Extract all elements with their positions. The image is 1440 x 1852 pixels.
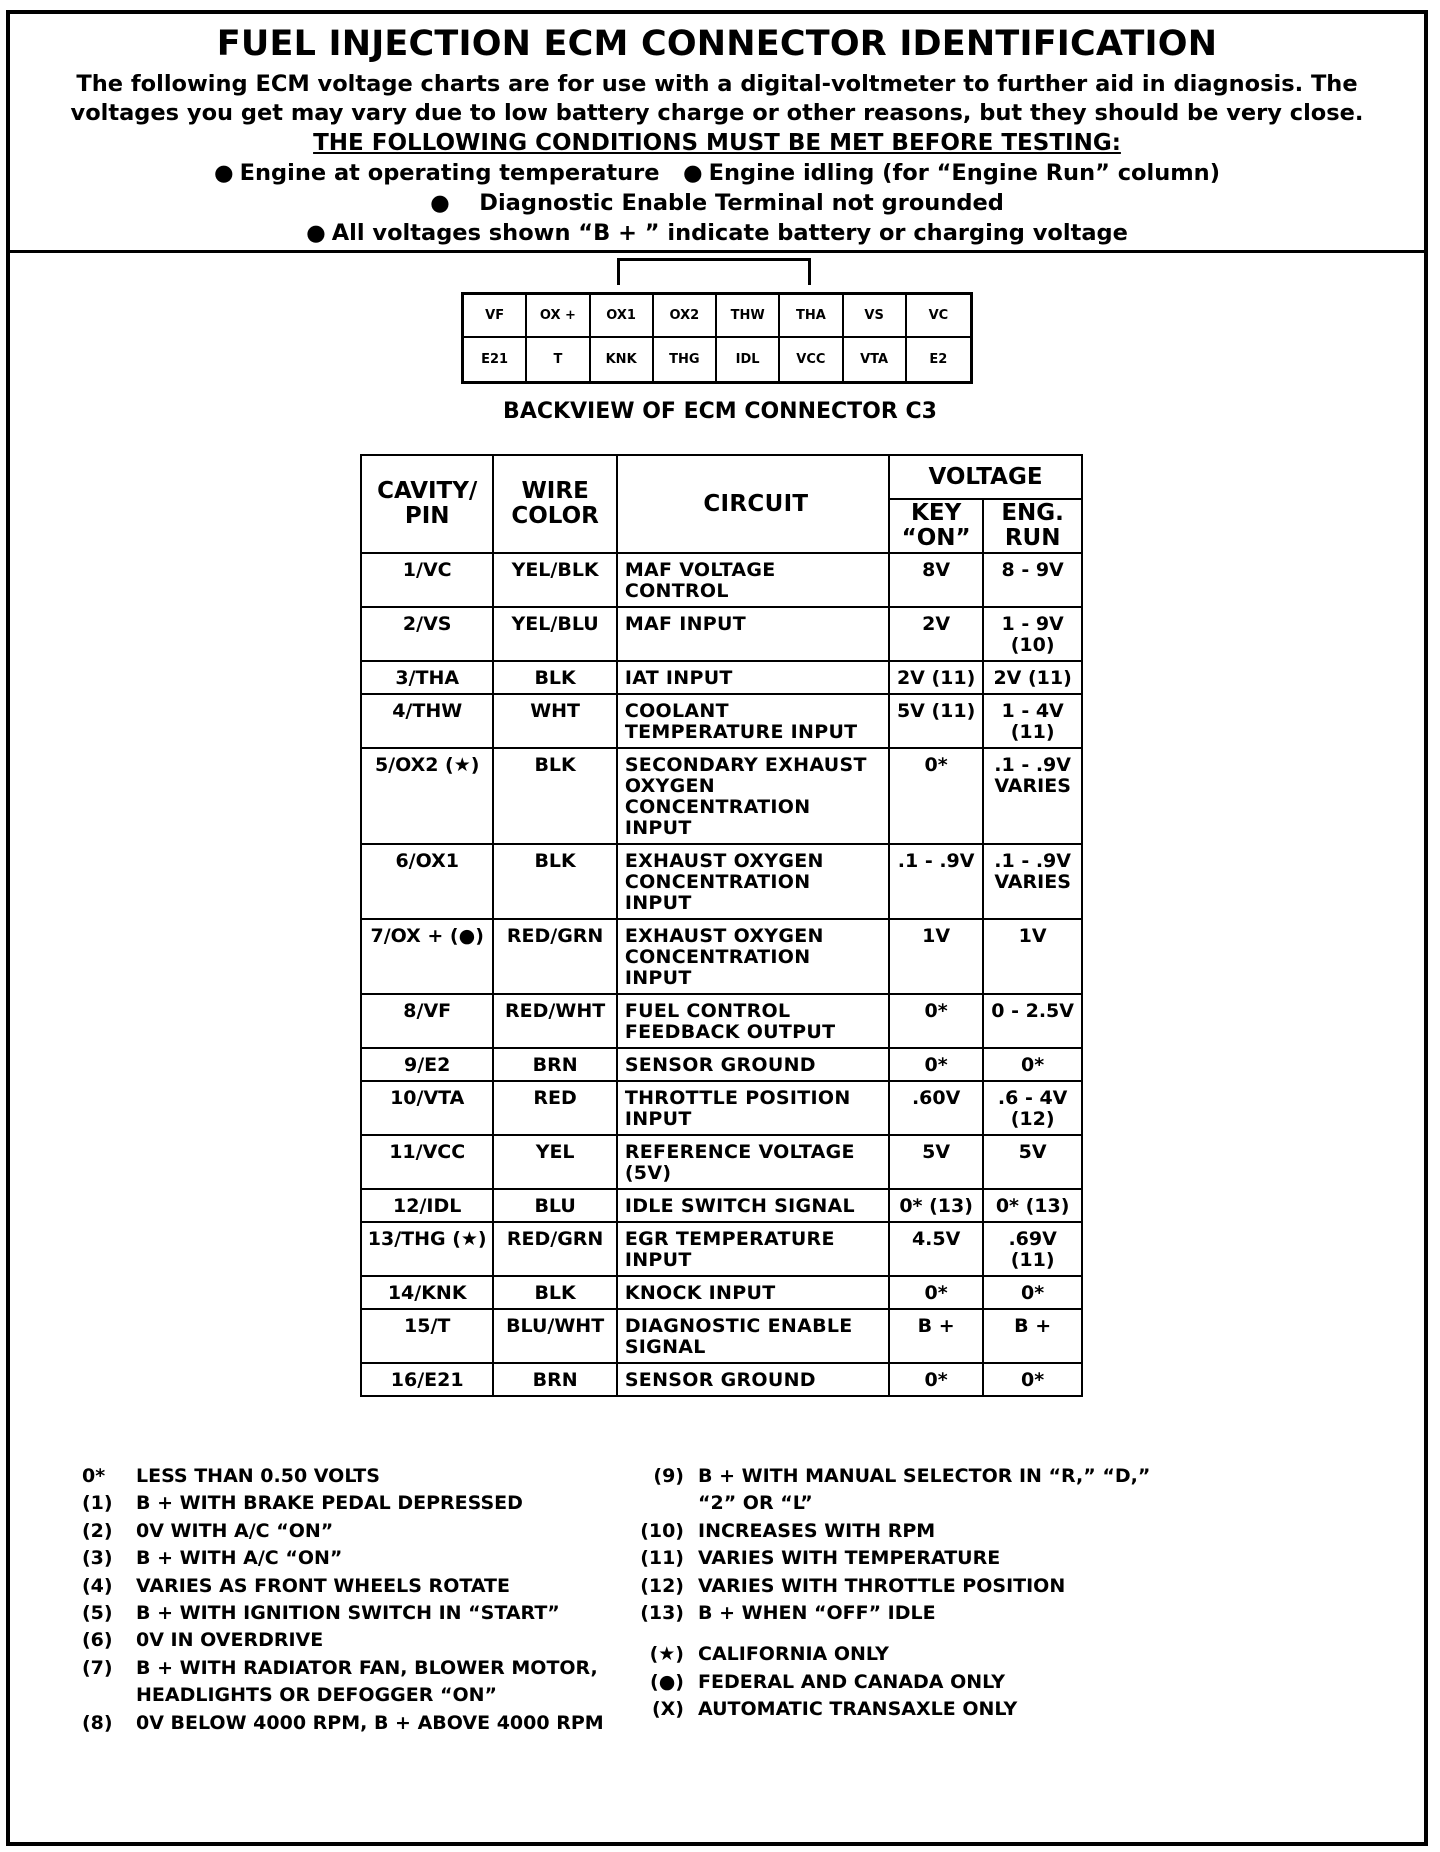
table-row <box>361 694 1082 748</box>
eng-run-voltage-cell: 2V (11) <box>983 661 1082 694</box>
circuit-cell: SECONDARY EXHAUST OXYGEN CONCENTRATION INPUT <box>617 748 889 844</box>
connector-terminal: VTA <box>844 338 907 381</box>
pin-cell: 11/VCC <box>361 1135 493 1189</box>
eng-run-voltage-cell: 0* <box>983 1048 1082 1081</box>
note-key: (13) <box>640 1602 684 1625</box>
legend-note <box>82 1600 642 1627</box>
note-text: B + WITH A/C “ON” <box>136 1547 343 1570</box>
key-on-voltage-cell: 0* (13) <box>889 1189 983 1222</box>
condition-4: All voltages shown “B + ” indicate battery or charging voltage <box>331 220 1128 246</box>
condition-2: Engine idling (for “Engine Run” column) <box>708 160 1220 186</box>
note-text: AUTOMATIC TRANSAXLE ONLY <box>698 1698 1018 1721</box>
connector-latch <box>617 258 811 285</box>
pin-cell: 2/VS <box>361 607 493 661</box>
connector-terminal: VF <box>464 295 527 338</box>
key-on-voltage-cell: .1 - .9V <box>889 844 983 919</box>
note-text: INCREASES WITH RPM <box>698 1519 936 1542</box>
wire-color-cell: RED <box>493 1081 616 1135</box>
pin-cell: 12/IDL <box>361 1189 493 1222</box>
key-on-voltage-cell: 0* <box>889 1276 983 1309</box>
table-row <box>361 1309 1082 1363</box>
note-text: FEDERAL AND CANADA ONLY <box>698 1670 1006 1693</box>
note-text: B + WITH IGNITION SWITCH IN “START” <box>136 1602 560 1625</box>
wire-color-cell: BLK <box>493 844 616 919</box>
conditions-line-3 <box>10 218 1424 248</box>
header-eng-run: ENG. RUN <box>983 499 1082 553</box>
eng-run-voltage-cell: 8 - 9V <box>983 553 1082 607</box>
wire-color-cell: RED/GRN <box>493 1222 616 1276</box>
circuit-cell: MAF VOLTAGE CONTROL <box>617 553 889 607</box>
notes-left-column <box>82 1463 642 1737</box>
circuit-cell: EXHAUST OXYGEN CONCENTRATION INPUT <box>617 844 889 919</box>
key-on-voltage-cell: 0* <box>889 994 983 1048</box>
connector-terminal: IDL <box>717 338 780 381</box>
note-key: (4) <box>82 1574 113 1597</box>
note-key: (8) <box>82 1711 113 1734</box>
circuit-cell: THROTTLE POSITION INPUT <box>617 1081 889 1135</box>
note-text: VARIES WITH TEMPERATURE <box>698 1547 1001 1570</box>
wire-color-cell: BRN <box>493 1363 616 1396</box>
note-key: (●) <box>650 1670 684 1693</box>
pin-cell: 10/VTA <box>361 1081 493 1135</box>
bullet-icon: ● <box>430 190 450 216</box>
note-text: 0V BELOW 4000 RPM, B + ABOVE 4000 RPM <box>136 1711 604 1734</box>
key-on-voltage-cell: 5V <box>889 1135 983 1189</box>
note-text: LESS THAN 0.50 VOLTS <box>136 1465 380 1487</box>
pin-cell: 9/E2 <box>361 1048 493 1081</box>
header-cavity-pin: CAVITY/ PIN <box>361 455 493 553</box>
eng-run-voltage-cell: .6 - 4V (12) <box>983 1081 1082 1135</box>
eng-run-voltage-cell: 1 - 9V (10) <box>983 607 1082 661</box>
circuit-cell: COOLANT TEMPERATURE INPUT <box>617 694 889 748</box>
legend-note <box>82 1518 642 1545</box>
note-text: B + WHEN “OFF” IDLE <box>698 1602 936 1625</box>
header-voltage: VOLTAGE <box>889 455 1082 499</box>
eng-run-voltage-cell: 1 - 4V (11) <box>983 694 1082 748</box>
circuit-cell: REFERENCE VOLTAGE (5V) <box>617 1135 889 1189</box>
legend-note <box>82 1573 642 1600</box>
note-key: (X) <box>651 1698 684 1721</box>
note-text: VARIES AS FRONT WHEELS ROTATE <box>136 1574 510 1597</box>
legend-note <box>630 1696 1190 1723</box>
note-text: “2” OR “L” <box>698 1492 813 1515</box>
legend-note <box>630 1600 1190 1627</box>
eng-run-voltage-cell: 0* (13) <box>983 1189 1082 1222</box>
header-section <box>10 14 1424 253</box>
header-wire-color: WIRE COLOR <box>493 455 616 553</box>
note-key: (6) <box>82 1629 113 1652</box>
circuit-cell: IDLE SWITCH SIGNAL <box>617 1189 889 1222</box>
intro-line-2: voltages you get may vary due to low battery charge or other reasons, but they should be very close. <box>70 100 1364 126</box>
legend-note <box>82 1710 642 1737</box>
eng-run-voltage-cell: 0* <box>983 1363 1082 1396</box>
pin-cell: 3/THA <box>361 661 493 694</box>
note-text: B + WITH RADIATOR FAN, BLOWER MOTOR, <box>136 1656 598 1679</box>
eng-run-voltage-cell: 0* <box>983 1276 1082 1309</box>
key-on-voltage-cell: .60V <box>889 1081 983 1135</box>
note-text: VARIES WITH THROTTLE POSITION <box>698 1574 1066 1597</box>
key-on-voltage-cell: 2V <box>889 607 983 661</box>
pin-cell: 14/KNK <box>361 1276 493 1309</box>
connector-caption: BACKVIEW OF ECM CONNECTOR C3 <box>503 399 937 424</box>
table-row <box>361 844 1082 919</box>
legend-note <box>630 1490 1190 1517</box>
legend-note <box>630 1545 1190 1572</box>
table-row <box>361 1048 1082 1081</box>
connector-terminal: VCC <box>780 338 843 381</box>
circuit-cell: EXHAUST OXYGEN CONCENTRATION INPUT <box>617 919 889 994</box>
wire-color-cell: YEL <box>493 1135 616 1189</box>
legend-note <box>630 1463 1190 1490</box>
legend-note <box>630 1518 1190 1545</box>
note-key: (10) <box>640 1519 684 1542</box>
pin-cell: 15/T <box>361 1309 493 1363</box>
legend-note <box>82 1545 642 1572</box>
note-text: 0V WITH A/C “ON” <box>136 1519 334 1542</box>
intro-line-1: The following ECM voltage charts are for use with a digital-voltmeter to further aid in diagnosis. The <box>76 71 1358 97</box>
bullet-icon: ● <box>306 220 326 246</box>
circuit-cell: SENSOR GROUND <box>617 1048 889 1081</box>
pin-cell: 16/E21 <box>361 1363 493 1396</box>
eng-run-voltage-cell: B + <box>983 1309 1082 1363</box>
header-circuit: CIRCUIT <box>617 455 889 553</box>
connector-terminal: OX1 <box>591 295 654 338</box>
connector-terminal: THA <box>780 295 843 338</box>
note-text: B + WITH MANUAL SELECTOR IN “R,” “D,” <box>698 1465 1151 1487</box>
connector-terminal: OX + <box>527 295 590 338</box>
key-on-voltage-cell: 0* <box>889 748 983 844</box>
note-key: 0* <box>82 1465 106 1487</box>
circuit-cell: FUEL CONTROL FEEDBACK OUTPUT <box>617 994 889 1048</box>
circuit-cell: SENSOR GROUND <box>617 1363 889 1396</box>
table-row <box>361 1081 1082 1135</box>
wire-color-cell: BLU/WHT <box>493 1309 616 1363</box>
table-row <box>361 1135 1082 1189</box>
wire-color-cell: WHT <box>493 694 616 748</box>
connector-terminal: OX2 <box>654 295 717 338</box>
eng-run-voltage-cell: 1V <box>983 919 1082 994</box>
wire-color-cell: BRN <box>493 1048 616 1081</box>
table-row <box>361 1222 1082 1276</box>
key-on-voltage-cell: 0* <box>889 1048 983 1081</box>
table-row <box>361 607 1082 661</box>
pin-cell: 13/THG (★) <box>361 1222 493 1276</box>
eng-run-voltage-cell: 0 - 2.5V <box>983 994 1082 1048</box>
notes-right-column <box>630 1463 1190 1724</box>
wire-color-cell: BLU <box>493 1189 616 1222</box>
conditions-line-1 <box>10 158 1424 188</box>
table-row <box>361 553 1082 607</box>
note-key: (5) <box>82 1602 113 1625</box>
circuit-cell: DIAGNOSTIC ENABLE SIGNAL <box>617 1309 889 1363</box>
circuit-cell: MAF INPUT <box>617 607 889 661</box>
note-key: (1) <box>82 1492 113 1515</box>
note-key <box>82 1682 136 1709</box>
table-row <box>361 661 1082 694</box>
connector-terminal: THW <box>717 295 780 338</box>
circuit-cell: IAT INPUT <box>617 661 889 694</box>
legend-note <box>82 1490 642 1517</box>
table-row <box>361 1189 1082 1222</box>
legend-note <box>630 1641 1190 1668</box>
table-row <box>361 919 1082 994</box>
bullet-icon: ● <box>683 160 703 186</box>
wire-color-cell: YEL/BLK <box>493 553 616 607</box>
note-key: (11) <box>640 1547 684 1570</box>
key-on-voltage-cell: B + <box>889 1309 983 1363</box>
table-row <box>361 1363 1082 1396</box>
pin-cell: 5/OX2 (★) <box>361 748 493 844</box>
connector-terminal: E21 <box>464 338 527 381</box>
legend-note <box>630 1573 1190 1600</box>
circuit-cell: KNOCK INPUT <box>617 1276 889 1309</box>
eng-run-voltage-cell: .1 - .9V VARIES <box>983 748 1082 844</box>
pin-cell: 8/VF <box>361 994 493 1048</box>
note-text: 0V IN OVERDRIVE <box>136 1629 324 1652</box>
connector-terminal: KNK <box>591 338 654 381</box>
key-on-voltage-cell: 2V (11) <box>889 661 983 694</box>
connector-terminal: THG <box>654 338 717 381</box>
wire-color-cell: BLK <box>493 748 616 844</box>
wire-color-cell: BLK <box>493 661 616 694</box>
pin-voltage-table <box>360 454 1083 1397</box>
table-row <box>361 748 1082 844</box>
legend-note <box>82 1655 642 1682</box>
note-key: (7) <box>82 1656 113 1679</box>
pin-cell: 7/OX + (●) <box>361 919 493 994</box>
note-text: HEADLIGHTS OR DEFOGGER “ON” <box>136 1684 498 1707</box>
wire-color-cell: RED/GRN <box>493 919 616 994</box>
wire-color-cell: BLK <box>493 1276 616 1309</box>
key-on-voltage-cell: 4.5V <box>889 1222 983 1276</box>
connector-terminal: T <box>527 338 590 381</box>
legend-note <box>82 1627 642 1654</box>
condition-1: Engine at operating temperature <box>239 160 660 186</box>
key-on-voltage-cell: 1V <box>889 919 983 994</box>
eng-run-voltage-cell: .1 - .9V VARIES <box>983 844 1082 919</box>
pin-cell: 1/VC <box>361 553 493 607</box>
legend-note <box>82 1682 642 1709</box>
wire-color-cell: RED/WHT <box>493 994 616 1048</box>
note-text: CALIFORNIA ONLY <box>698 1643 889 1666</box>
wire-color-cell: YEL/BLU <box>493 607 616 661</box>
key-on-voltage-cell: 0* <box>889 1363 983 1396</box>
note-key: (9) <box>653 1465 684 1487</box>
table-row <box>361 994 1082 1048</box>
connector-terminal: VC <box>907 295 970 338</box>
key-on-voltage-cell: 5V (11) <box>889 694 983 748</box>
ecm-connector-diagram <box>461 292 973 384</box>
conditions-line-2 <box>10 188 1424 218</box>
note-key: (3) <box>82 1547 113 1570</box>
note-key: (12) <box>640 1574 684 1597</box>
connector-terminal: E2 <box>929 352 948 367</box>
header-key-on: KEY “ON” <box>889 499 983 553</box>
legend-note <box>82 1463 642 1490</box>
page-title: FUEL INJECTION ECM CONNECTOR IDENTIFICATION <box>216 24 1218 64</box>
note-text: B + WITH BRAKE PEDAL DEPRESSED <box>136 1492 523 1515</box>
condition-3: Diagnostic Enable Terminal not grounded <box>479 190 1004 216</box>
pin-cell: 4/THW <box>361 694 493 748</box>
eng-run-voltage-cell: .69V (11) <box>983 1222 1082 1276</box>
circuit-cell: EGR TEMPERATURE INPUT <box>617 1222 889 1276</box>
key-on-voltage-cell: 8V <box>889 553 983 607</box>
connector-terminal: VS <box>844 295 907 338</box>
pin-cell: 6/OX1 <box>361 844 493 919</box>
eng-run-voltage-cell: 5V <box>983 1135 1082 1189</box>
note-key <box>630 1490 684 1517</box>
intro-text <box>50 70 1384 128</box>
conditions-heading: THE FOLLOWING CONDITIONS MUST BE MET BEFORE TESTING: <box>313 130 1121 156</box>
note-key: (★) <box>649 1643 684 1666</box>
table-row <box>361 1276 1082 1309</box>
legend-note <box>630 1669 1190 1696</box>
note-key: (2) <box>82 1519 113 1542</box>
bullet-icon: ● <box>214 160 234 186</box>
